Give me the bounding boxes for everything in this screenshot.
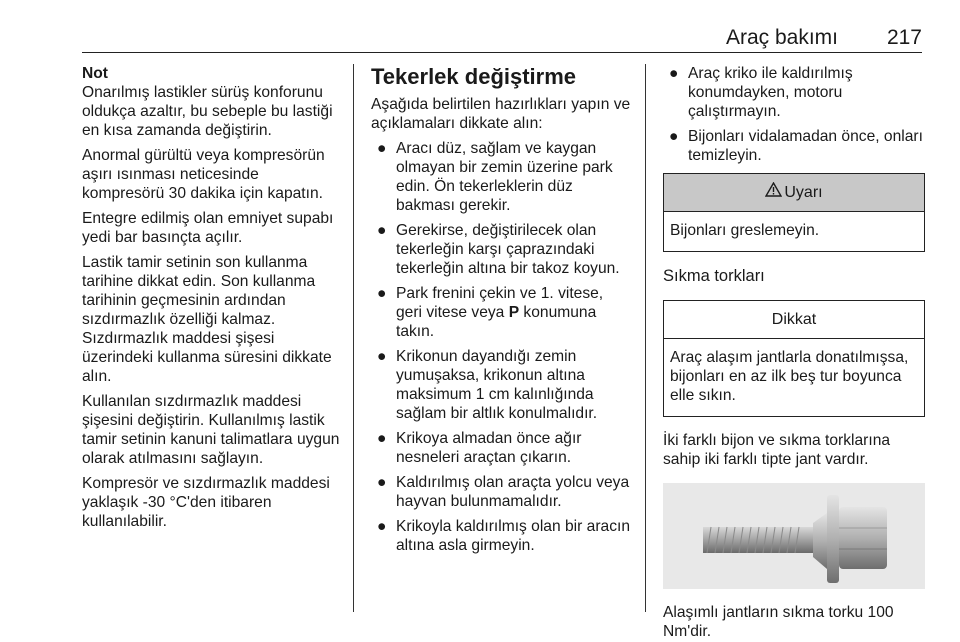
bullet-icon: ● <box>377 474 387 491</box>
list-item <box>663 64 925 121</box>
alloy-torque-text: Alaşımlı jantların sıkma torku 100 Nm'dir. <box>663 604 894 640</box>
list-item-text: Araç kriko ile kaldırılmış konumdayken, motoru çalıştırmayın. <box>688 65 853 120</box>
note-paragraph: Kullanılan sızdırmazlık maddesi şişesini değiştirin. Kullanılmış lastik tamir setinin kanuni talimatlara uygun olarak atılmasını sağlayın. <box>82 393 340 467</box>
note-paragraph: Lastik tamir setinin son kullanma tarihine dikkat edin. Son kullanma tarihinin geçmesinin ardından sızdırmazlık özelliği kalmaz. Sızdırmazlık maddesi şişesi üzerindeki kullanma süresini dikkate alın. <box>82 254 332 385</box>
page-header <box>38 26 922 50</box>
column-1 <box>82 64 340 537</box>
page-number: 217 <box>886 26 922 49</box>
precaution-list <box>663 64 925 165</box>
list-item <box>371 139 633 215</box>
list-item <box>371 429 633 467</box>
caution-box <box>663 300 925 417</box>
list-item-text: Krikoyla kaldırılmış olan bir aracın altına asla girmeyin. <box>396 518 630 554</box>
list-item-text-after: konumuna takın. <box>396 304 597 340</box>
note-paragraph: Kompresör ve sızdırmazlık maddesi yaklaşık -30 °C'den itibaren kullanılabilir. <box>82 475 330 530</box>
list-item-text-before: Park frenini çekin ve 1. vitese, geri vitese veya <box>396 285 604 321</box>
list-item-text: Gerekirse, değiştirilecek olan tekerleğin karşı çaprazındaki tekerleğin altına bir takoz koyun. <box>396 222 620 277</box>
caution-header: Dikkat <box>664 301 924 339</box>
header-divider <box>82 52 922 53</box>
column-3 <box>663 64 925 642</box>
list-item-text: Bijonları vidalamadan önce, onları temizleyin. <box>688 128 923 164</box>
column-divider-2 <box>645 64 646 612</box>
list-item <box>371 221 633 278</box>
torque-intro: İki farklı bijon ve sıkma torklarına sahip iki farklı tipte jant vardır. <box>663 432 891 468</box>
section-heading: Tekerlek değiştirme <box>371 64 577 89</box>
warning-body: Bijonları greslemeyin. <box>670 222 820 239</box>
bullet-icon: ● <box>377 140 387 157</box>
gear-position-p: P <box>508 304 520 321</box>
warning-header <box>664 174 924 212</box>
bullet-icon: ● <box>669 65 679 82</box>
warning-title: Uyarı <box>784 184 823 202</box>
bullet-icon: ● <box>669 128 679 145</box>
list-item <box>371 517 633 555</box>
bullet-icon: ● <box>377 348 387 365</box>
wheel-bolt-illustration <box>663 483 925 589</box>
caution-body: Araç alaşım jantlarla donatılmışsa, bijonları en az ilk beş tur boyunca elle sıkın. <box>670 349 909 404</box>
bullet-icon: ● <box>377 285 387 302</box>
bullet-icon: ● <box>377 518 387 535</box>
wheel-bolt-figure <box>663 483 925 589</box>
warning-triangle-icon <box>765 174 782 212</box>
list-item <box>371 347 633 423</box>
bullet-icon: ● <box>377 222 387 239</box>
warning-box <box>663 173 925 252</box>
note-paragraph: Onarılmış lastikler sürüş konforunu oldukça azaltır, bu sebeple bu lastiği en kısa zamanda değiştirin. <box>82 84 333 139</box>
intro-paragraph: Aşağıda belirtilen hazırlıkları yapın ve açıklamaları dikkate alın: <box>371 96 631 132</box>
column-2 <box>371 64 633 561</box>
list-item-text: Aracı düz, sağlam ve kaygan olmayan bir zemin üzerine park edin. Ön tekerleklerin düz bakması gerekir. <box>396 140 613 214</box>
bullet-icon: ● <box>377 430 387 447</box>
list-item-text <box>396 285 603 340</box>
note-paragraph: Anormal gürültü veya kompresörün aşırı ısınması neticesinde kompresörü 30 dakika için kapatın. <box>82 147 325 202</box>
note-paragraph: Entegre edilmiş olan emniyet supabı yedi bar basınçta açılır. <box>82 210 334 246</box>
column-divider-1 <box>353 64 354 612</box>
list-item <box>371 284 633 341</box>
list-item-text: Krikonun dayandığı zemin yumuşaksa, krikonun altına maksimum 1 cm kalınlığında sağlam bir altlık konulmalıdır. <box>396 348 598 422</box>
note-title: Not <box>82 65 108 82</box>
list-item-text: Kaldırılmış olan araçta yolcu veya hayvan bulunmamalıdır. <box>396 474 630 510</box>
preparation-list <box>371 139 633 555</box>
list-item <box>371 473 633 511</box>
list-item <box>663 127 925 165</box>
list-item-text: Krikoya almadan önce ağır nesneleri araçtan çıkarın. <box>396 430 582 466</box>
section-title: Araç bakımı <box>725 26 838 49</box>
torque-heading: Sıkma torkları <box>663 267 765 285</box>
